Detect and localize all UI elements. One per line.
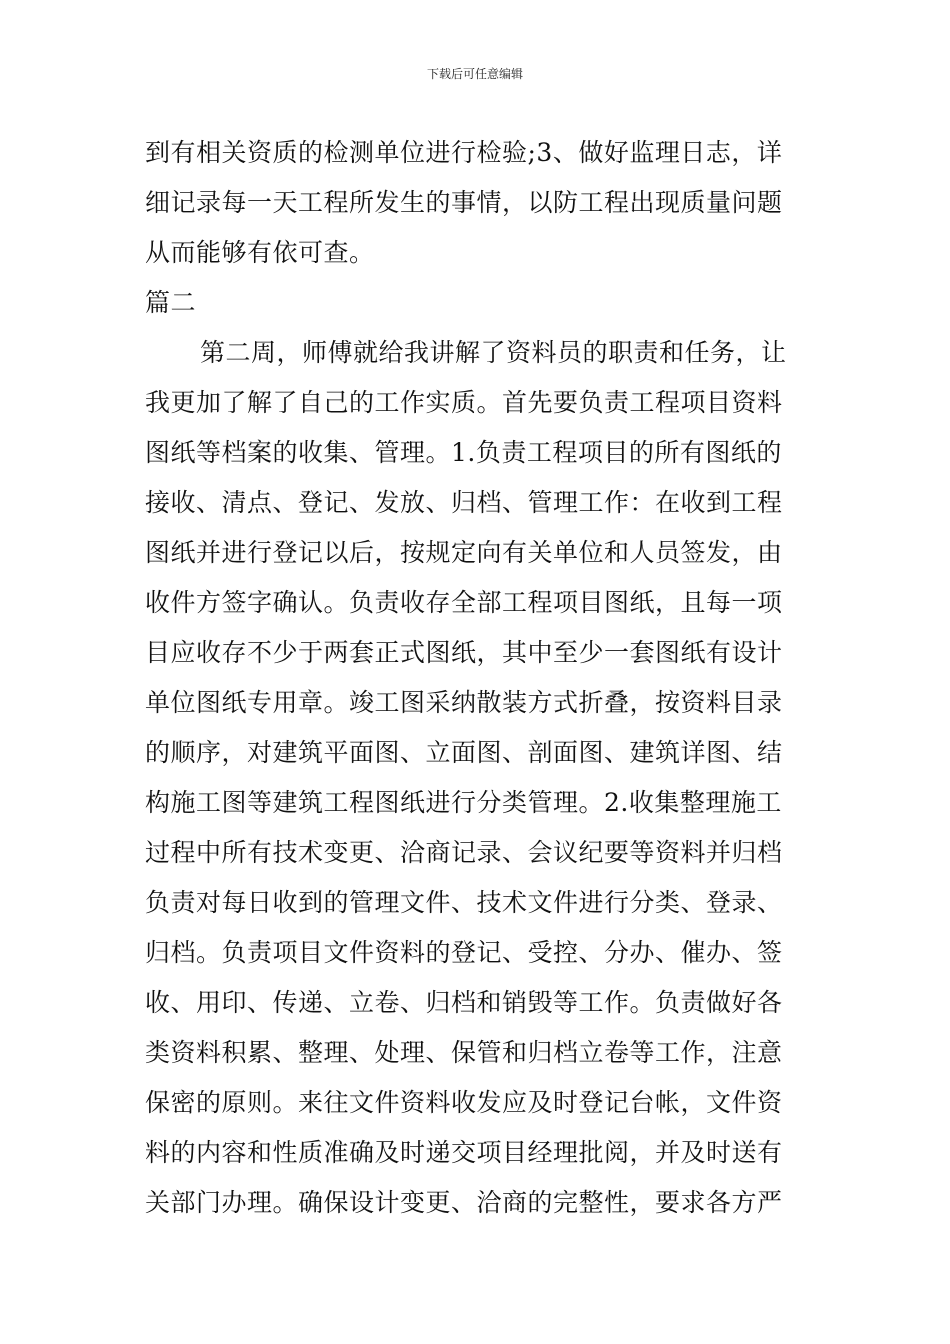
- text-line: 料的内容和性质准确及时递交项目经理批阅，并及时送有: [145, 1138, 783, 1167]
- text-line: 收、用印、传递、立卷、归档和销毁等工作。负责做好各: [145, 988, 783, 1017]
- paragraph-first-line: 第二周，师傅就给我讲解了资料员的职责和任务，让: [200, 338, 787, 367]
- text-line: 单位图纸专用章。竣工图采纳散装方式折叠，按资料目录: [145, 688, 783, 717]
- text-line: 目应收存不少于两套正式图纸，其中至少一套图纸有设计: [145, 638, 783, 667]
- text-line: 细记录每一天工程所发生的事情，以防工程出现质量问题: [145, 188, 783, 217]
- text-line: 从而能够有依可查。: [145, 238, 375, 267]
- text-line: 保密的原则。来往文件资料收发应及时登记台帐，文件资: [145, 1088, 783, 1117]
- document-body: [145, 128, 810, 1228]
- text-line: 关部门办理。确保设计变更、洽商的完整性，要求各方严: [145, 1188, 783, 1217]
- text-line: 归档。负责项目文件资料的登记、受控、分办、催办、签: [145, 938, 783, 967]
- section-heading: 篇二: [145, 288, 197, 317]
- text-line: 图纸并进行登记以后，按规定向有关单位和人员签发，由: [145, 538, 783, 567]
- page-header-note: 下载后可任意编辑: [426, 67, 523, 81]
- text-line: 我更加了解了自己的工作实质。首先要负责工程项目资料: [145, 388, 783, 417]
- text-line: 接收、清点、登记、发放、归档、管理工作：在收到工程: [145, 488, 783, 517]
- text-line: 过程中所有技术变更、洽商记录、会议纪要等资料并归档: [145, 838, 783, 867]
- text-line: 到有相关资质的检测单位进行检验;3、做好监理日志，详: [145, 138, 783, 167]
- text-line: 负责对每日收到的管理文件、技术文件进行分类、登录、: [145, 888, 783, 917]
- text-line: 类资料积累、整理、处理、保管和归档立卷等工作，注意: [145, 1038, 783, 1067]
- text-line: 构施工图等建筑工程图纸进行分类管理。2.收集整理施工: [145, 788, 782, 817]
- text-line: 收件方签字确认。负责收存全部工程项目图纸，且每一项: [145, 588, 783, 617]
- text-line: 的顺序，对建筑平面图、立面图、剖面图、建筑详图、结: [145, 738, 783, 767]
- text-line: 图纸等档案的收集、管理。1.负责工程项目的所有图纸的: [145, 438, 782, 467]
